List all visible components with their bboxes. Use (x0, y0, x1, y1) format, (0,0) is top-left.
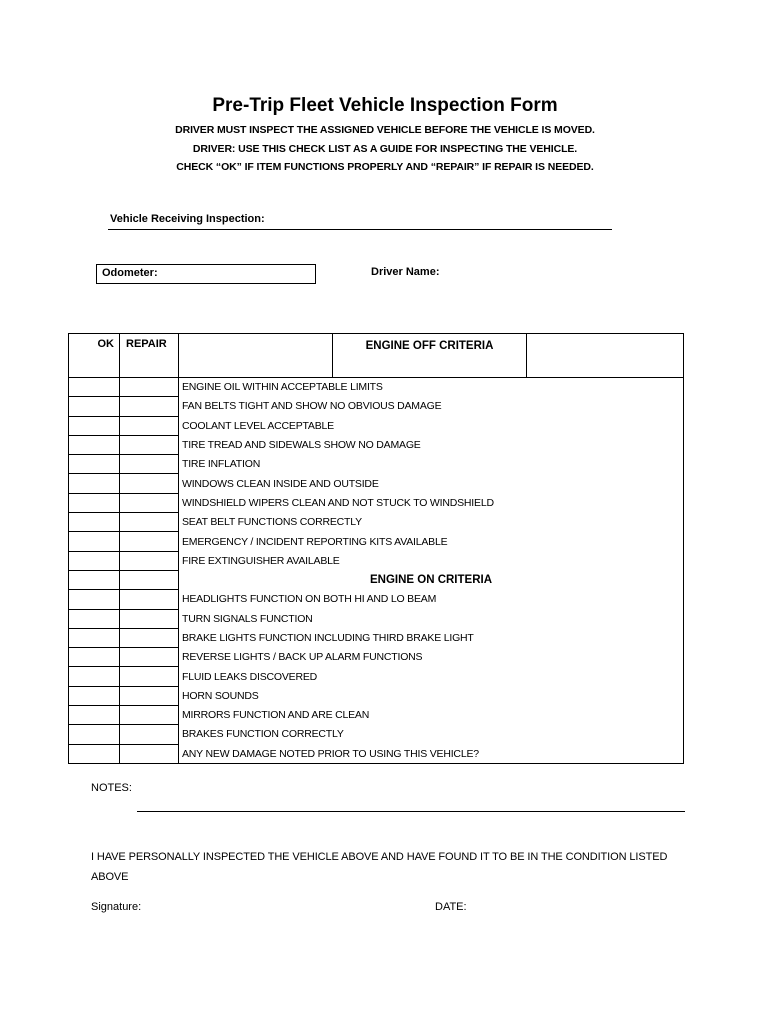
repair-checkbox-cell[interactable] (120, 590, 179, 609)
criteria-item: HEADLIGHTS FUNCTION ON BOTH HI AND LO BEAM (179, 590, 684, 609)
ok-checkbox-cell[interactable] (69, 397, 120, 416)
table-row (69, 706, 684, 725)
criteria-item: SEAT BELT FUNCTIONS CORRECTLY (179, 513, 684, 532)
ok-checkbox-cell[interactable] (69, 744, 120, 763)
table-row (69, 416, 684, 435)
instruction-line-1: DRIVER MUST INSPECT THE ASSIGNED VEHICLE BEFORE THE VEHICLE IS MOVED. (175, 124, 595, 136)
criteria-item: WINDSHIELD WIPERS CLEAN AND NOT STUCK TO WINDSHIELD (179, 493, 684, 512)
ok-checkbox-cell[interactable] (69, 455, 120, 474)
table-row (69, 744, 684, 763)
repair-checkbox-cell[interactable] (120, 667, 179, 686)
criteria-item: BRAKES FUNCTION CORRECTLY (179, 725, 684, 744)
table-row (69, 474, 684, 493)
repair-column-header: REPAIR (120, 334, 179, 378)
criteria-item: BRAKE LIGHTS FUNCTION INCLUDING THIRD BRAKE LIGHT (179, 628, 684, 647)
table-row (69, 628, 684, 647)
repair-checkbox-cell[interactable] (120, 706, 179, 725)
ok-checkbox-cell[interactable] (69, 706, 120, 725)
criteria-item: HORN SOUNDS (179, 686, 684, 705)
ok-checkbox-cell[interactable] (69, 435, 120, 454)
ok-checkbox-cell[interactable] (69, 416, 120, 435)
criteria-item: FAN BELTS TIGHT AND SHOW NO OBVIOUS DAMAGE (179, 397, 684, 416)
criteria-item: WINDOWS CLEAN INSIDE AND OUTSIDE (179, 474, 684, 493)
ok-checkbox-cell[interactable] (69, 686, 120, 705)
inspection-checklist (68, 333, 684, 764)
ok-checkbox-cell[interactable] (69, 725, 120, 744)
table-row (69, 378, 684, 397)
ok-checkbox-cell[interactable] (69, 590, 120, 609)
table-row (69, 667, 684, 686)
repair-checkbox-cell[interactable] (120, 513, 179, 532)
instruction-line-2: DRIVER: USE THIS CHECK LIST AS A GUIDE FOR INSPECTING THE VEHICLE. (192, 143, 578, 155)
form-title: Pre-Trip Fleet Vehicle Inspection Form (212, 95, 558, 116)
date-label: DATE: (435, 901, 467, 913)
instruction-line-3: CHECK “OK” IF ITEM FUNCTIONS PROPERLY AND “REPAIR” IF REPAIR IS NEEDED. (176, 161, 594, 173)
criteria-item: FLUID LEAKS DISCOVERED (179, 667, 684, 686)
repair-checkbox-cell[interactable] (120, 551, 179, 570)
driver-name-label: Driver Name: (371, 266, 440, 278)
repair-checkbox-cell[interactable] (120, 609, 179, 628)
repair-checkbox-cell[interactable] (120, 378, 179, 397)
table-row (69, 493, 684, 512)
criteria-item: COOLANT LEVEL ACCEPTABLE (179, 416, 684, 435)
ok-checkbox-cell[interactable] (69, 667, 120, 686)
table-row (69, 397, 684, 416)
ok-checkbox-cell[interactable] (69, 551, 120, 570)
ok-checkbox-cell[interactable] (69, 493, 120, 512)
ok-column-header: OK (69, 334, 120, 378)
repair-checkbox-cell[interactable] (120, 416, 179, 435)
table-row (69, 513, 684, 532)
header-blank-cell (179, 334, 333, 378)
table-row (69, 686, 684, 705)
ok-checkbox-cell[interactable] (69, 513, 120, 532)
criteria-item: MIRRORS FUNCTION AND ARE CLEAN (179, 706, 684, 725)
criteria-item: FIRE EXTINGUISHER AVAILABLE (179, 551, 684, 570)
criteria-item: TIRE TREAD AND SIDEWALS SHOW NO DAMAGE (179, 435, 684, 454)
repair-checkbox-cell[interactable] (120, 435, 179, 454)
table-row (69, 455, 684, 474)
ok-checkbox-cell[interactable] (69, 532, 120, 551)
criteria-item: ANY NEW DAMAGE NOTED PRIOR TO USING THIS VEHICLE? (179, 744, 684, 763)
vehicle-receiving-field[interactable] (108, 229, 612, 230)
criteria-item: TIRE INFLATION (179, 455, 684, 474)
table-header-row (69, 334, 684, 378)
repair-checkbox-cell[interactable] (120, 455, 179, 474)
criteria-item: EMERGENCY / INCIDENT REPORTING KITS AVAILABLE (179, 532, 684, 551)
table-row (69, 609, 684, 628)
engine-on-criteria-heading: ENGINE ON CRITERIA (179, 570, 684, 589)
table-row (69, 590, 684, 609)
certification-statement: I HAVE PERSONALLY INSPECTED THE VEHICLE ABOVE AND HAVE FOUND IT TO BE IN THE CONDITION LISTED ABOVE (91, 851, 668, 883)
criteria-item: REVERSE LIGHTS / BACK UP ALARM FUNCTIONS (179, 648, 684, 667)
table-row (69, 725, 684, 744)
table-row (69, 532, 684, 551)
repair-checkbox-cell[interactable] (120, 686, 179, 705)
header-blank-cell (527, 334, 684, 378)
ok-checkbox-cell[interactable] (69, 628, 120, 647)
repair-checkbox-cell[interactable] (120, 725, 179, 744)
ok-checkbox-cell[interactable] (69, 648, 120, 667)
repair-checkbox-cell[interactable] (120, 474, 179, 493)
table-row (69, 648, 684, 667)
criteria-item: ENGINE OIL WITHIN ACCEPTABLE LIMITS (179, 378, 684, 397)
notes-field[interactable] (137, 811, 685, 812)
criteria-item: TURN SIGNALS FUNCTION (179, 609, 684, 628)
repair-checkbox-cell[interactable] (120, 570, 179, 589)
ok-checkbox-cell[interactable] (69, 570, 120, 589)
repair-checkbox-cell[interactable] (120, 532, 179, 551)
table-row (69, 551, 684, 570)
odometer-label: Odometer: (102, 267, 158, 279)
repair-checkbox-cell[interactable] (120, 648, 179, 667)
signature-label: Signature: (91, 901, 142, 913)
repair-checkbox-cell[interactable] (120, 493, 179, 512)
section-heading-row (69, 570, 684, 589)
engine-off-criteria-heading: ENGINE OFF CRITERIA (333, 334, 527, 378)
repair-checkbox-cell[interactable] (120, 397, 179, 416)
table-row (69, 435, 684, 454)
ok-checkbox-cell[interactable] (69, 378, 120, 397)
notes-label: NOTES: (91, 782, 132, 794)
repair-checkbox-cell[interactable] (120, 744, 179, 763)
ok-checkbox-cell[interactable] (69, 609, 120, 628)
vehicle-receiving-label: Vehicle Receiving Inspection: (110, 213, 265, 225)
repair-checkbox-cell[interactable] (120, 628, 179, 647)
ok-checkbox-cell[interactable] (69, 474, 120, 493)
